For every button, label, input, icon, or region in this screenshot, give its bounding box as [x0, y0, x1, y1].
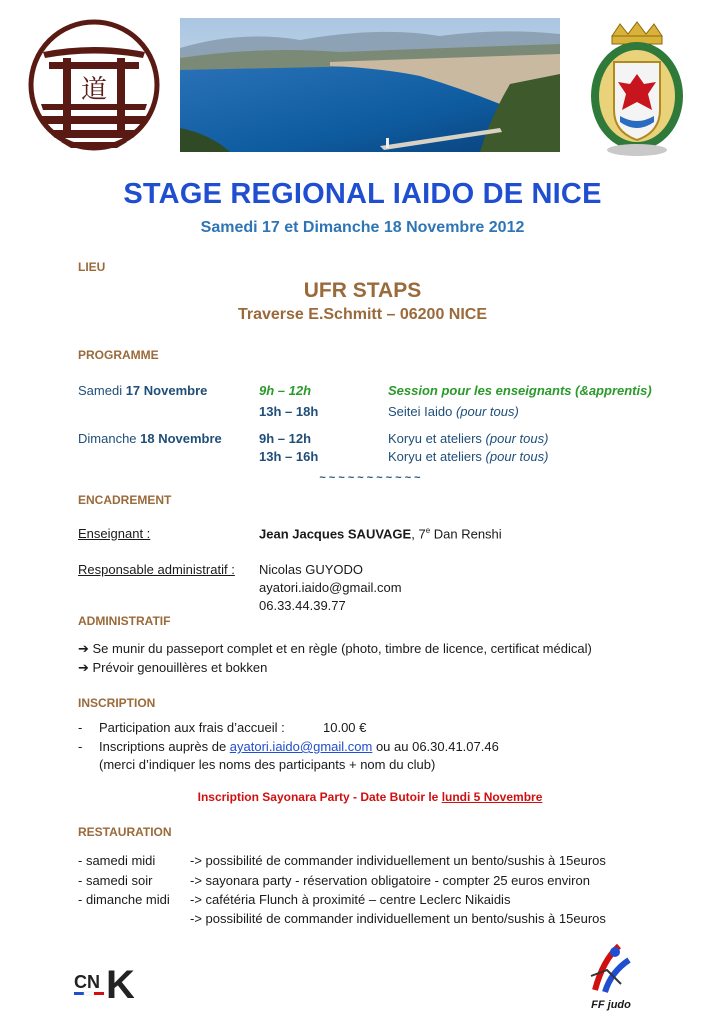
slot-time: 9h – 12h — [259, 383, 312, 398]
meal-when: - samedi soir — [78, 873, 153, 888]
meal-when: - dimanche midi — [78, 892, 170, 907]
dojo-logo-kanji: 道 — [80, 75, 108, 105]
slot-time: 13h – 16h — [259, 449, 319, 464]
admin-label: Responsable administratif : — [78, 562, 235, 577]
inscription-contact: Inscriptions auprès de ayatori.iaido@gmail.com ou au 06.30.41.07.46 — [99, 739, 499, 754]
venue-name: UFR STAPS — [303, 279, 422, 302]
event-title: STAGE REGIONAL IAIDO DE NICE — [123, 178, 602, 210]
slot-activity: Koryu et ateliers (pour tous) — [388, 449, 549, 464]
admin-name: Nicolas GUYODO — [259, 562, 364, 577]
venue-address: Traverse E.Schmitt – 06200 NICE — [237, 306, 488, 323]
teacher-info: Jean Jacques SAUVAGE, 7e Dan Renshi — [259, 526, 502, 542]
cnk-letters: CN — [74, 972, 100, 992]
nice-bay-photo — [180, 18, 560, 152]
slot-activity: Session pour les enseignants (&apprentis) — [388, 383, 652, 398]
slot-activity: Seitei Iaido (pour tous) — [388, 404, 519, 419]
slot-time: 9h – 12h — [259, 431, 312, 446]
fee-value: 10.00 € — [323, 720, 367, 735]
slot-activity: Koryu et ateliers (pour tous) — [388, 431, 549, 446]
administratif-heading: ADMINISTRATIF — [78, 614, 171, 628]
bullet-dash: - — [78, 720, 83, 735]
lieu-heading: LIEU — [78, 260, 106, 274]
bullet-dash: - — [78, 739, 83, 754]
event-dates: Samedi 17 et Dimanche 18 Novembre 2012 — [200, 219, 525, 236]
nice-coat-of-arms — [582, 18, 692, 158]
ff-judo-label: FF judo — [591, 999, 631, 1011]
cnk-k: K — [106, 963, 134, 1002]
programme-heading: PROGRAMME — [78, 348, 159, 362]
meal-what: -> sayonara party - réservation obligatoire - compter 25 euros environ — [190, 873, 590, 888]
inscription-heading: INSCRIPTION — [78, 696, 156, 710]
admin-phone: 06.33.44.39.77 — [259, 598, 346, 613]
admin-email: ayatori.iaido@gmail.com — [259, 580, 402, 595]
dojo-logo — [27, 18, 161, 152]
restauration-heading: RESTAURATION — [78, 825, 172, 839]
sayonara-party-deadline: Inscription Sayonara Party - Date Butoir le lundi 5 Novembre — [197, 790, 543, 804]
meal-what: -> cafétéria Flunch à proximité – centre Leclerc Nikaidis — [190, 892, 511, 907]
fee-label: Participation aux frais d’accueil : — [99, 720, 285, 735]
encadrement-heading: ENCADREMENT — [78, 493, 172, 507]
cnk-logo — [72, 958, 134, 1002]
meal-when: - samedi midi — [78, 853, 156, 868]
slot-time: 13h – 18h — [259, 404, 319, 419]
meal-what: -> possibilité de commander individuellement un bento/sushis à 15euros — [190, 853, 606, 868]
arrow-right-icon: ➔ — [78, 641, 93, 656]
section-separator: ~ ~ ~ ~ ~ ~ ~ ~ ~ ~ ~ — [319, 472, 421, 484]
list-item: ➔ Prévoir genouillères et bokken — [78, 660, 268, 675]
teacher-label: Enseignant : — [78, 526, 151, 541]
ff-judo-logo — [585, 940, 637, 1012]
meal-what: -> possibilité de commander individuellement un bento/sushis à 15euros — [190, 911, 606, 926]
list-item: ➔ Se munir du passeport complet et en règle (photo, timbre de licence, certificat médical) — [78, 641, 592, 656]
programme-day-saturday: Samedi 17 Novembre — [78, 383, 208, 398]
inscription-note: (merci d’indiquer les noms des participants + nom du club) — [99, 757, 436, 772]
email-link[interactable]: ayatori.iaido@gmail.com — [229, 739, 373, 754]
arrow-right-icon: ➔ — [78, 660, 93, 675]
programme-day-sunday: Dimanche 18 Novembre — [78, 431, 222, 446]
